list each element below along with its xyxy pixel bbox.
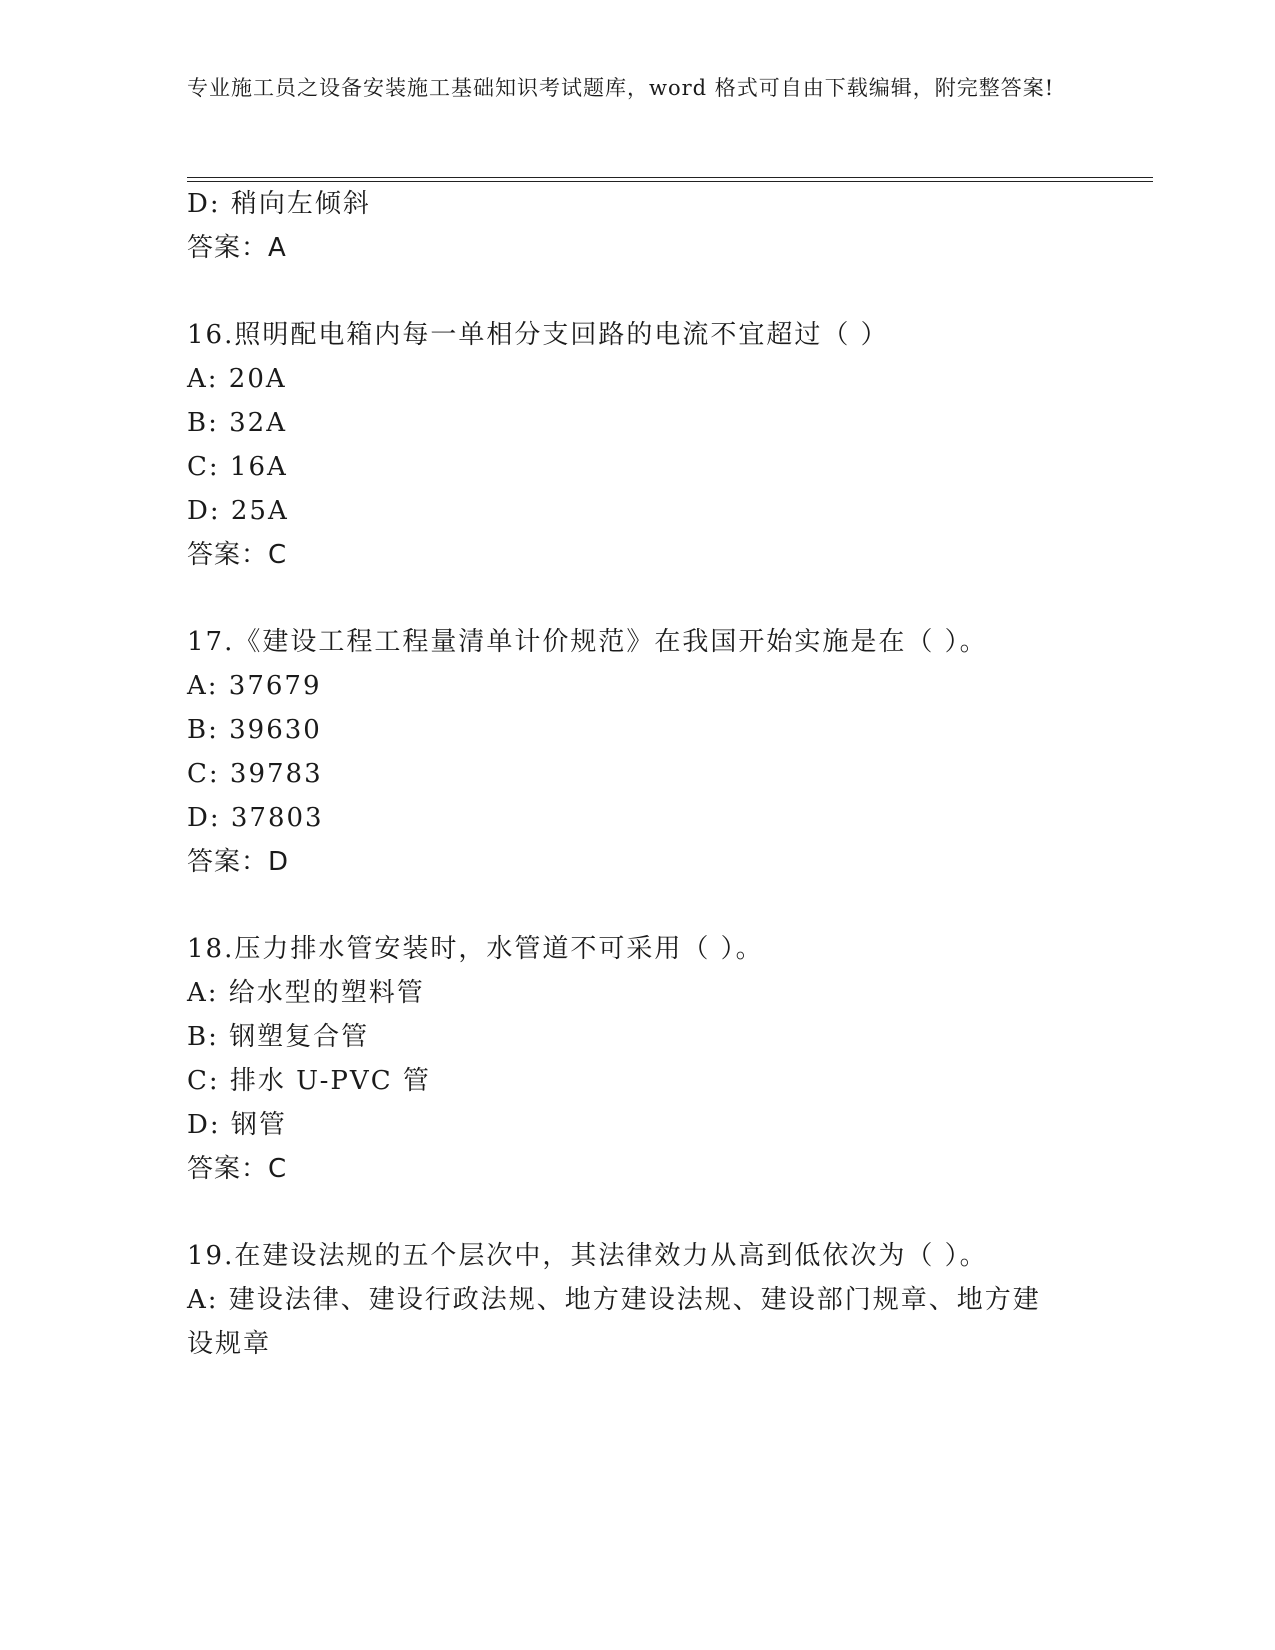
header-rule-top — [187, 177, 1153, 178]
q18-answer: 答案：C — [187, 1154, 288, 1184]
header-rule-bottom — [187, 181, 1153, 182]
q18-option-b: B: 钢塑复合管 — [187, 1022, 370, 1052]
q16-question: 16.照明配电箱内每一单相分支回路的电流不宜超过（ ） — [187, 320, 889, 350]
q17-option-c: C: 39783 — [187, 759, 323, 789]
q16-option-a: A: 20A — [187, 364, 287, 394]
q18-question: 18.压力排水管安装时，水管道不可采用（ ）。 — [187, 934, 764, 964]
q18-option-d: D: 钢管 — [187, 1110, 287, 1140]
q17-option-a: A: 37679 — [187, 671, 322, 701]
q16-option-c: C: 16A — [187, 452, 288, 482]
q17-question: 17.《建设工程工程量清单计价规范》在我国开始实施是在（ ）。 — [187, 627, 988, 657]
prev-option-d: D: 稍向左倾斜 — [187, 189, 371, 219]
q19-question: 19.在建设法规的五个层次中，其法律效力从高到低依次为（ ）。 — [187, 1241, 988, 1271]
q17-answer: 答案：D — [187, 847, 290, 877]
prev-answer: 答案：A — [187, 233, 287, 263]
q17-option-d: D: 37803 — [187, 803, 324, 833]
q16-answer: 答案：C — [187, 540, 288, 570]
q19-option-a: A: 建设法律、建设行政法规、地方建设法规、建设部门规章、地方建设规章 — [187, 1285, 1041, 1359]
q17-option-b: B: 39630 — [187, 715, 322, 745]
q16-option-b: B: 32A — [187, 408, 287, 438]
q18-option-a: A: 给水型的塑料管 — [187, 978, 425, 1008]
q16-option-d: D: 25A — [187, 496, 289, 526]
document-header: 专业施工员之设备安装施工基础知识考试题库，word 格式可自由下载编辑，附完整答案! — [187, 76, 1055, 100]
q18-option-c: C: 排水 U-PVC 管 — [187, 1066, 431, 1096]
